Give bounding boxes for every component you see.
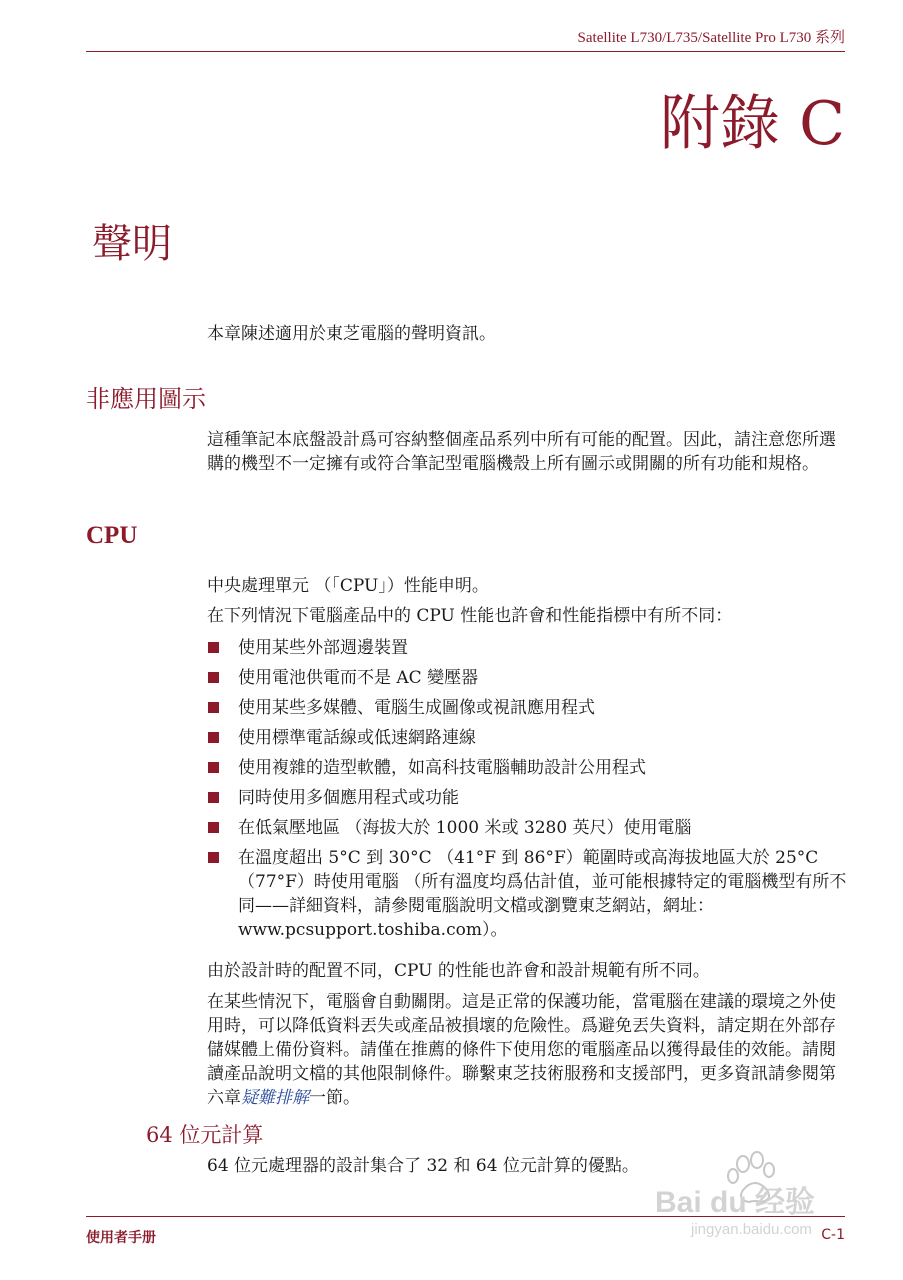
section-heading-icons: 非應用圖示 (86, 385, 206, 413)
bullet-square-icon (208, 702, 219, 713)
appendix-title: 附錄 C (660, 89, 845, 159)
watermark-url: jingyan.baidu.com (691, 1221, 812, 1238)
watermark-brand: Bai du 经验 (655, 1186, 816, 1219)
troubleshooting-link[interactable]: 疑難排解 (241, 1088, 309, 1108)
bullet-square-icon (208, 762, 219, 773)
cpu-paragraph-1: 中央處理單元 （「CPU」）性能申明。 (207, 576, 489, 596)
list-item: 在低氣壓地區 （海拔大於 1000 米或 3280 英尺）使用電腦 (207, 816, 847, 840)
bullet-square-icon (208, 672, 219, 683)
chapter-intro: 本章陳述適用於東芝電腦的聲明資訊。 (207, 324, 496, 344)
bullet-square-icon (208, 642, 219, 653)
list-item: 使用電池供電而不是 AC 變壓器 (207, 666, 847, 690)
chapter-title: 聲明 (92, 221, 172, 267)
list-item: 使用某些多媒體、電腦生成圖像或視訊應用程式 (207, 696, 847, 720)
list-item: 在溫度超出 5°C 到 30°C （41°F 到 86°F）範圍時或高海拔地區大於 25°C （77°F）時使用電腦 （所有溫度均爲估計值，並可能根據特定的電腦機型有所不同——詳細資料，請參閱電腦說明文檔或瀏覽東芝網站，網址：www.pcsupport.toshiba.com）。 (207, 846, 847, 942)
bullet-square-icon (208, 822, 219, 833)
cpu-paragraph-4: 在某些情況下，電腦會自動關閉。這是正常的保護功能，當電腦在建議的環境之外使用時，可以降低資料丟失或產品被損壞的危險性。爲避免丟失資料，請定期在外部存儲媒體上備份資料。請僅在推薦的條件下使用您的電腦產品以獲得最佳的效能。請閱讀產品說明文檔的其他限制條件。聯繫東芝技術服務和支援部門，更多資訊請參閱第六章疑難排解一節。 (207, 992, 836, 1108)
bullet-square-icon (208, 732, 219, 743)
list-item: 使用複雜的造型軟體，如高科技電腦輔助設計公用程式 (207, 756, 847, 780)
list-item: 使用某些外部週邊裝置 (207, 636, 847, 660)
list-item: 同時使用多個應用程式或功能 (207, 786, 847, 810)
footer-manual-label: 使用者手册 (86, 1230, 156, 1246)
baidu-watermark (643, 1150, 843, 1240)
bullet-square-icon (208, 852, 219, 863)
bullet-square-icon (208, 792, 219, 803)
cpu-paragraph-3: 由於設計時的配置不同，CPU 的性能也許會和設計規範有所不同。 (207, 961, 710, 981)
icons-paragraph: 這種筆記本底盤設計爲可容納整個產品系列中所有可能的配置。因此，請注意您所選購的機型不一定擁有或符合筆記型電腦機殼上所有圖示或開關的所有功能和規格。 (207, 430, 836, 474)
section-heading-64bit: 64 位元計算 (146, 1123, 264, 1147)
64bit-paragraph: 64 位元處理器的設計集合了 32 和 64 位元計算的優點。 (207, 1156, 639, 1176)
section-heading-cpu: CPU (86, 522, 138, 549)
header-rule (86, 51, 845, 52)
running-header: Satellite L730/L735/Satellite Pro L730 系列 (577, 30, 845, 46)
list-item: 使用標準電話線或低速網路連線 (207, 726, 847, 750)
cpu-bullet-list (207, 636, 847, 948)
cpu-paragraph-2: 在下列情況下電腦產品中的 CPU 性能也許會和性能指標中有所不同： (207, 606, 733, 626)
page-number: C-1 (821, 1227, 845, 1243)
